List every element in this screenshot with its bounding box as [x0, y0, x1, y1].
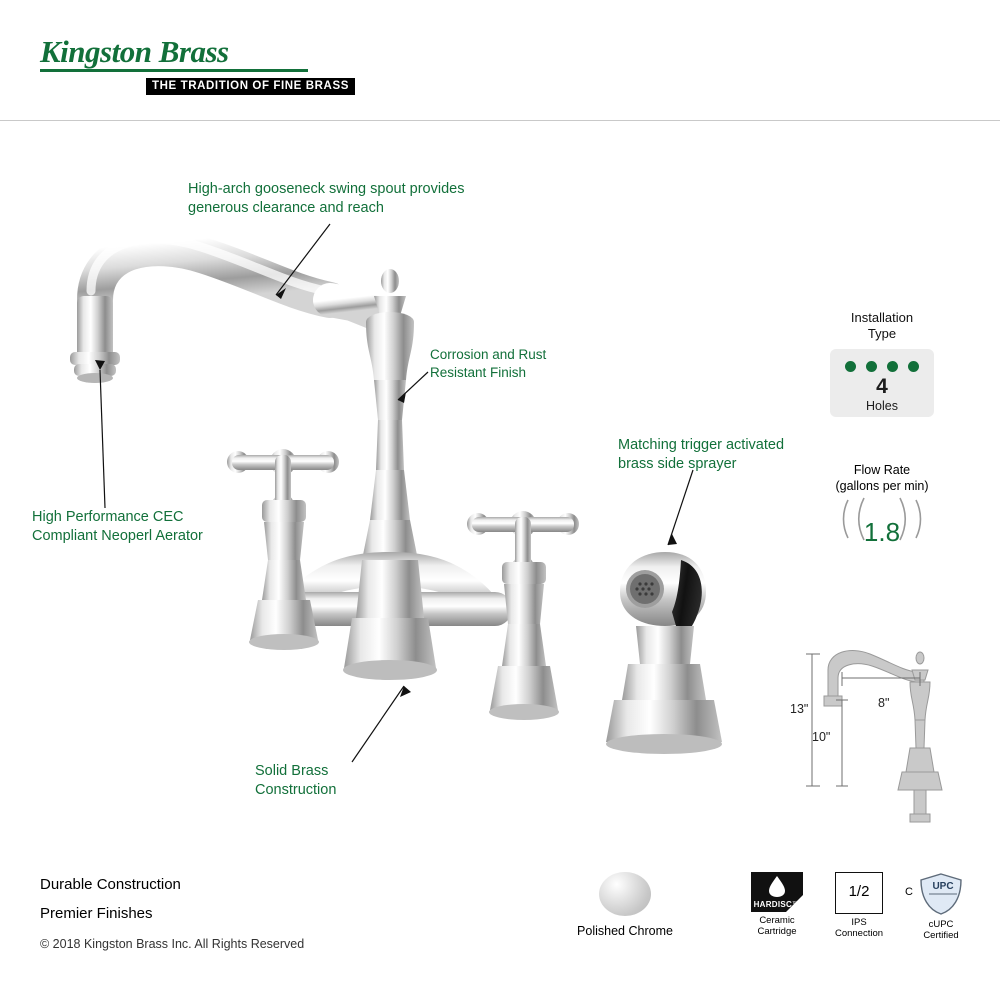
hardisc-icon: [751, 872, 803, 912]
hole-dot: [845, 361, 856, 372]
callout-sprayer: [618, 436, 838, 475]
water-stream-icon: [812, 496, 952, 542]
brand-tagline: THE TRADITION OF FINE BRASS: [146, 78, 355, 95]
callout-sprayer-line1: Matching trigger activated: [618, 437, 785, 453]
dimension-height-total: 13": [790, 702, 809, 716]
gooseneck-spout: [70, 239, 372, 383]
callout-finish: [430, 346, 630, 382]
finish-swatch-block: [575, 872, 675, 938]
svg-text:UPC: UPC: [932, 881, 954, 892]
callout-aerator: [32, 508, 272, 547]
callout-finish-line1: Corrosion and Rust: [430, 347, 547, 362]
callout-aerator-line2: Compliant Neoperl Aerator: [32, 528, 203, 545]
footer-line-premier: Premier Finishes: [40, 905, 153, 922]
flow-rate-title-line1: Flow Rate: [853, 463, 911, 477]
flow-rate-panel: [812, 462, 952, 548]
holes-label: Holes: [866, 398, 898, 413]
hole-dot: [887, 361, 898, 372]
badge-cupc: [904, 872, 978, 942]
hole-dot: [866, 361, 877, 372]
footer-copyright: © 2018 Kingston Brass Inc. All Rights Reserved: [40, 937, 305, 951]
finish-label: Polished Chrome: [577, 924, 673, 938]
callout-spout-line2: generous clearance and reach: [188, 200, 384, 217]
dimension-drawing: [790, 636, 988, 836]
certification-badges: [742, 872, 972, 952]
polished-chrome-swatch: [599, 872, 651, 916]
side-sprayer: [606, 552, 722, 754]
footer-line-durable: Durable Construction: [40, 876, 181, 893]
cupc-caption-line1: cUPC: [928, 919, 954, 930]
flow-rate-title-line2: (gallons per min): [835, 479, 929, 494]
callout-brass-line1: Solid Brass: [255, 763, 329, 779]
upc-shield-icon: [905, 872, 965, 916]
callout-finish-line2: Resistant Finish: [430, 364, 527, 380]
installation-title-line1: Installation: [850, 310, 914, 325]
hardisc-wordmark: HARDISC™: [753, 900, 801, 909]
badge-hardisc: [742, 872, 812, 938]
flow-rate-value: 1.8: [863, 516, 901, 547]
water-drop-icon: [751, 872, 803, 898]
callout-brass-line2: Construction: [255, 782, 337, 799]
brand-name: Kingston Brass: [40, 34, 229, 69]
callout-aerator-line1: High Performance CEC: [32, 509, 184, 525]
dimension-reach: 8": [878, 696, 890, 710]
installation-holes-graphic: [830, 349, 934, 417]
ips-caption-line1: IPS: [851, 917, 867, 928]
ips-size-icon: 1/2: [835, 872, 883, 914]
installation-title-line2: Type: [867, 326, 897, 342]
hardisc-caption-line2: Cartridge: [757, 926, 797, 938]
callout-sprayer-line2: brass side sprayer: [618, 456, 737, 473]
holes-count: 4: [876, 374, 888, 398]
badge-ips: [824, 872, 894, 940]
ips-caption-line2: Connection: [834, 928, 884, 940]
hardisc-caption-line1: Ceramic: [759, 915, 795, 926]
hole-dot: [908, 361, 919, 372]
cupc-caption-line2: Certified: [923, 930, 959, 942]
installation-type-panel: [818, 310, 946, 417]
cupc-c-mark: C: [905, 886, 913, 898]
callout-spout: [188, 180, 518, 219]
shield-icon: [917, 872, 965, 916]
callout-brass: [255, 762, 455, 801]
hole-dots: [830, 361, 934, 372]
dimension-height-spout: 10": [812, 730, 831, 744]
callout-spout-line1: High-arch gooseneck swing spout provides: [188, 181, 465, 197]
